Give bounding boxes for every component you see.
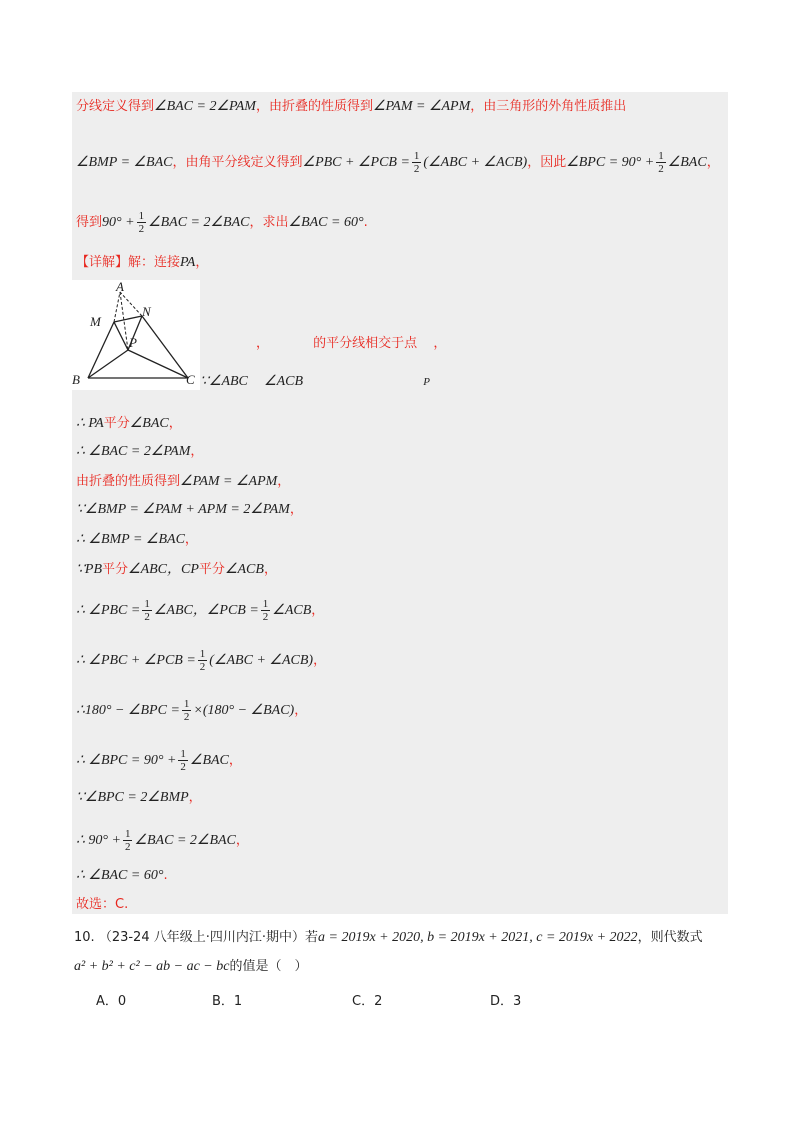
triangle-diagram [72, 280, 200, 390]
figure-given: ∵∠ABC ∠ACB P [200, 374, 430, 389]
analysis-line-2: ∠BMP = ∠BAC，由角平分线定义得到∠PBC + ∠PCB = $\frac{1}{2}$ (∠ABC + ∠ACB)，因此∠BPC = 90° + $\frac{1}{2}$ ∠BAC， [76, 150, 720, 175]
step-5: ∴ ∠BMP = ∠BAC， [76, 532, 198, 547]
question-10-stem: 10. （23-24 八年级上·四川内江·期中）若a = 2019x + 2020, b = 2019x + 2021, c = 2019x + 2022，则代数式 [74, 930, 703, 945]
analysis-line-1: 分线定义得到∠BAC = 2∠PAM，由折叠的性质得到∠PAM = ∠APM，由三角形的外角性质推出 [76, 99, 627, 114]
step-3: 由折叠的性质得到∠PAM = ∠APM， [76, 474, 291, 489]
question-10-expression: a² + b² + c² − ab − ac − bc的值是（ ） [74, 959, 308, 974]
step-2: ∴ ∠BAC = 2∠PAM， [76, 444, 204, 459]
fraction-half: $\frac{1}{2}$ [658, 150, 664, 175]
option-d[interactable]: D．3 [490, 994, 522, 1009]
step-9: ∴180° − ∠BPC = $\frac{1}{2}$ ×(180° − ∠BAC)， [76, 698, 308, 723]
step-12: ∴ 90° + $\frac{1}{2}$ ∠BAC = 2∠BAC， [76, 828, 249, 853]
step-10: ∴ ∠BPC = 90° + $\frac{1}{2}$ ∠BAC， [76, 748, 242, 773]
vertex-label-c: C [186, 372, 195, 387]
step-6: ∵PB平分∠ABC，CP平分∠ACB， [76, 562, 277, 577]
step-13: ∴ ∠BAC = 60°. [76, 868, 168, 883]
vertex-label-m: M [90, 314, 101, 329]
step-8: ∴ ∠PBC + ∠PCB = $\frac{1}{2}$ (∠ABC + ∠ACB)， [76, 648, 327, 673]
option-a[interactable]: A．0 [96, 994, 127, 1009]
option-c[interactable]: C．2 [352, 994, 383, 1009]
vertex-label-p: P [129, 335, 137, 350]
step-4: ∵∠BMP = ∠PAM + APM = 2∠PAM， [76, 502, 303, 517]
vertex-label-a: A [116, 280, 124, 294]
analysis-line-3: 得到90° + $\frac{1}{2}$ ∠BAC = 2∠BAC，求出∠BAC = 60°. [76, 210, 368, 235]
step-1: ∴ PA平分∠BAC， [76, 416, 182, 431]
figure-side-text: ， 的平分线相交于点 ， [256, 336, 447, 351]
triangle-figure [72, 280, 200, 390]
step-7: ∴ ∠PBC = $\frac{1}{2}$ ∠ABC，∠PCB = $\frac{1}{2}$ ∠ACB， [76, 598, 325, 623]
step-11: ∵∠BPC = 2∠BMP， [76, 790, 202, 805]
fraction-half: $\frac{1}{2}$ [138, 210, 145, 235]
detail-heading: 【详解】解：连接PA， [76, 255, 209, 270]
fraction-half: $\frac{1}{2}$ [413, 150, 420, 175]
vertex-label-b: B [72, 372, 80, 387]
answer-line: 故选：C. [76, 897, 129, 912]
option-b[interactable]: B．1 [212, 994, 243, 1009]
vertex-label-n: N [142, 304, 151, 319]
